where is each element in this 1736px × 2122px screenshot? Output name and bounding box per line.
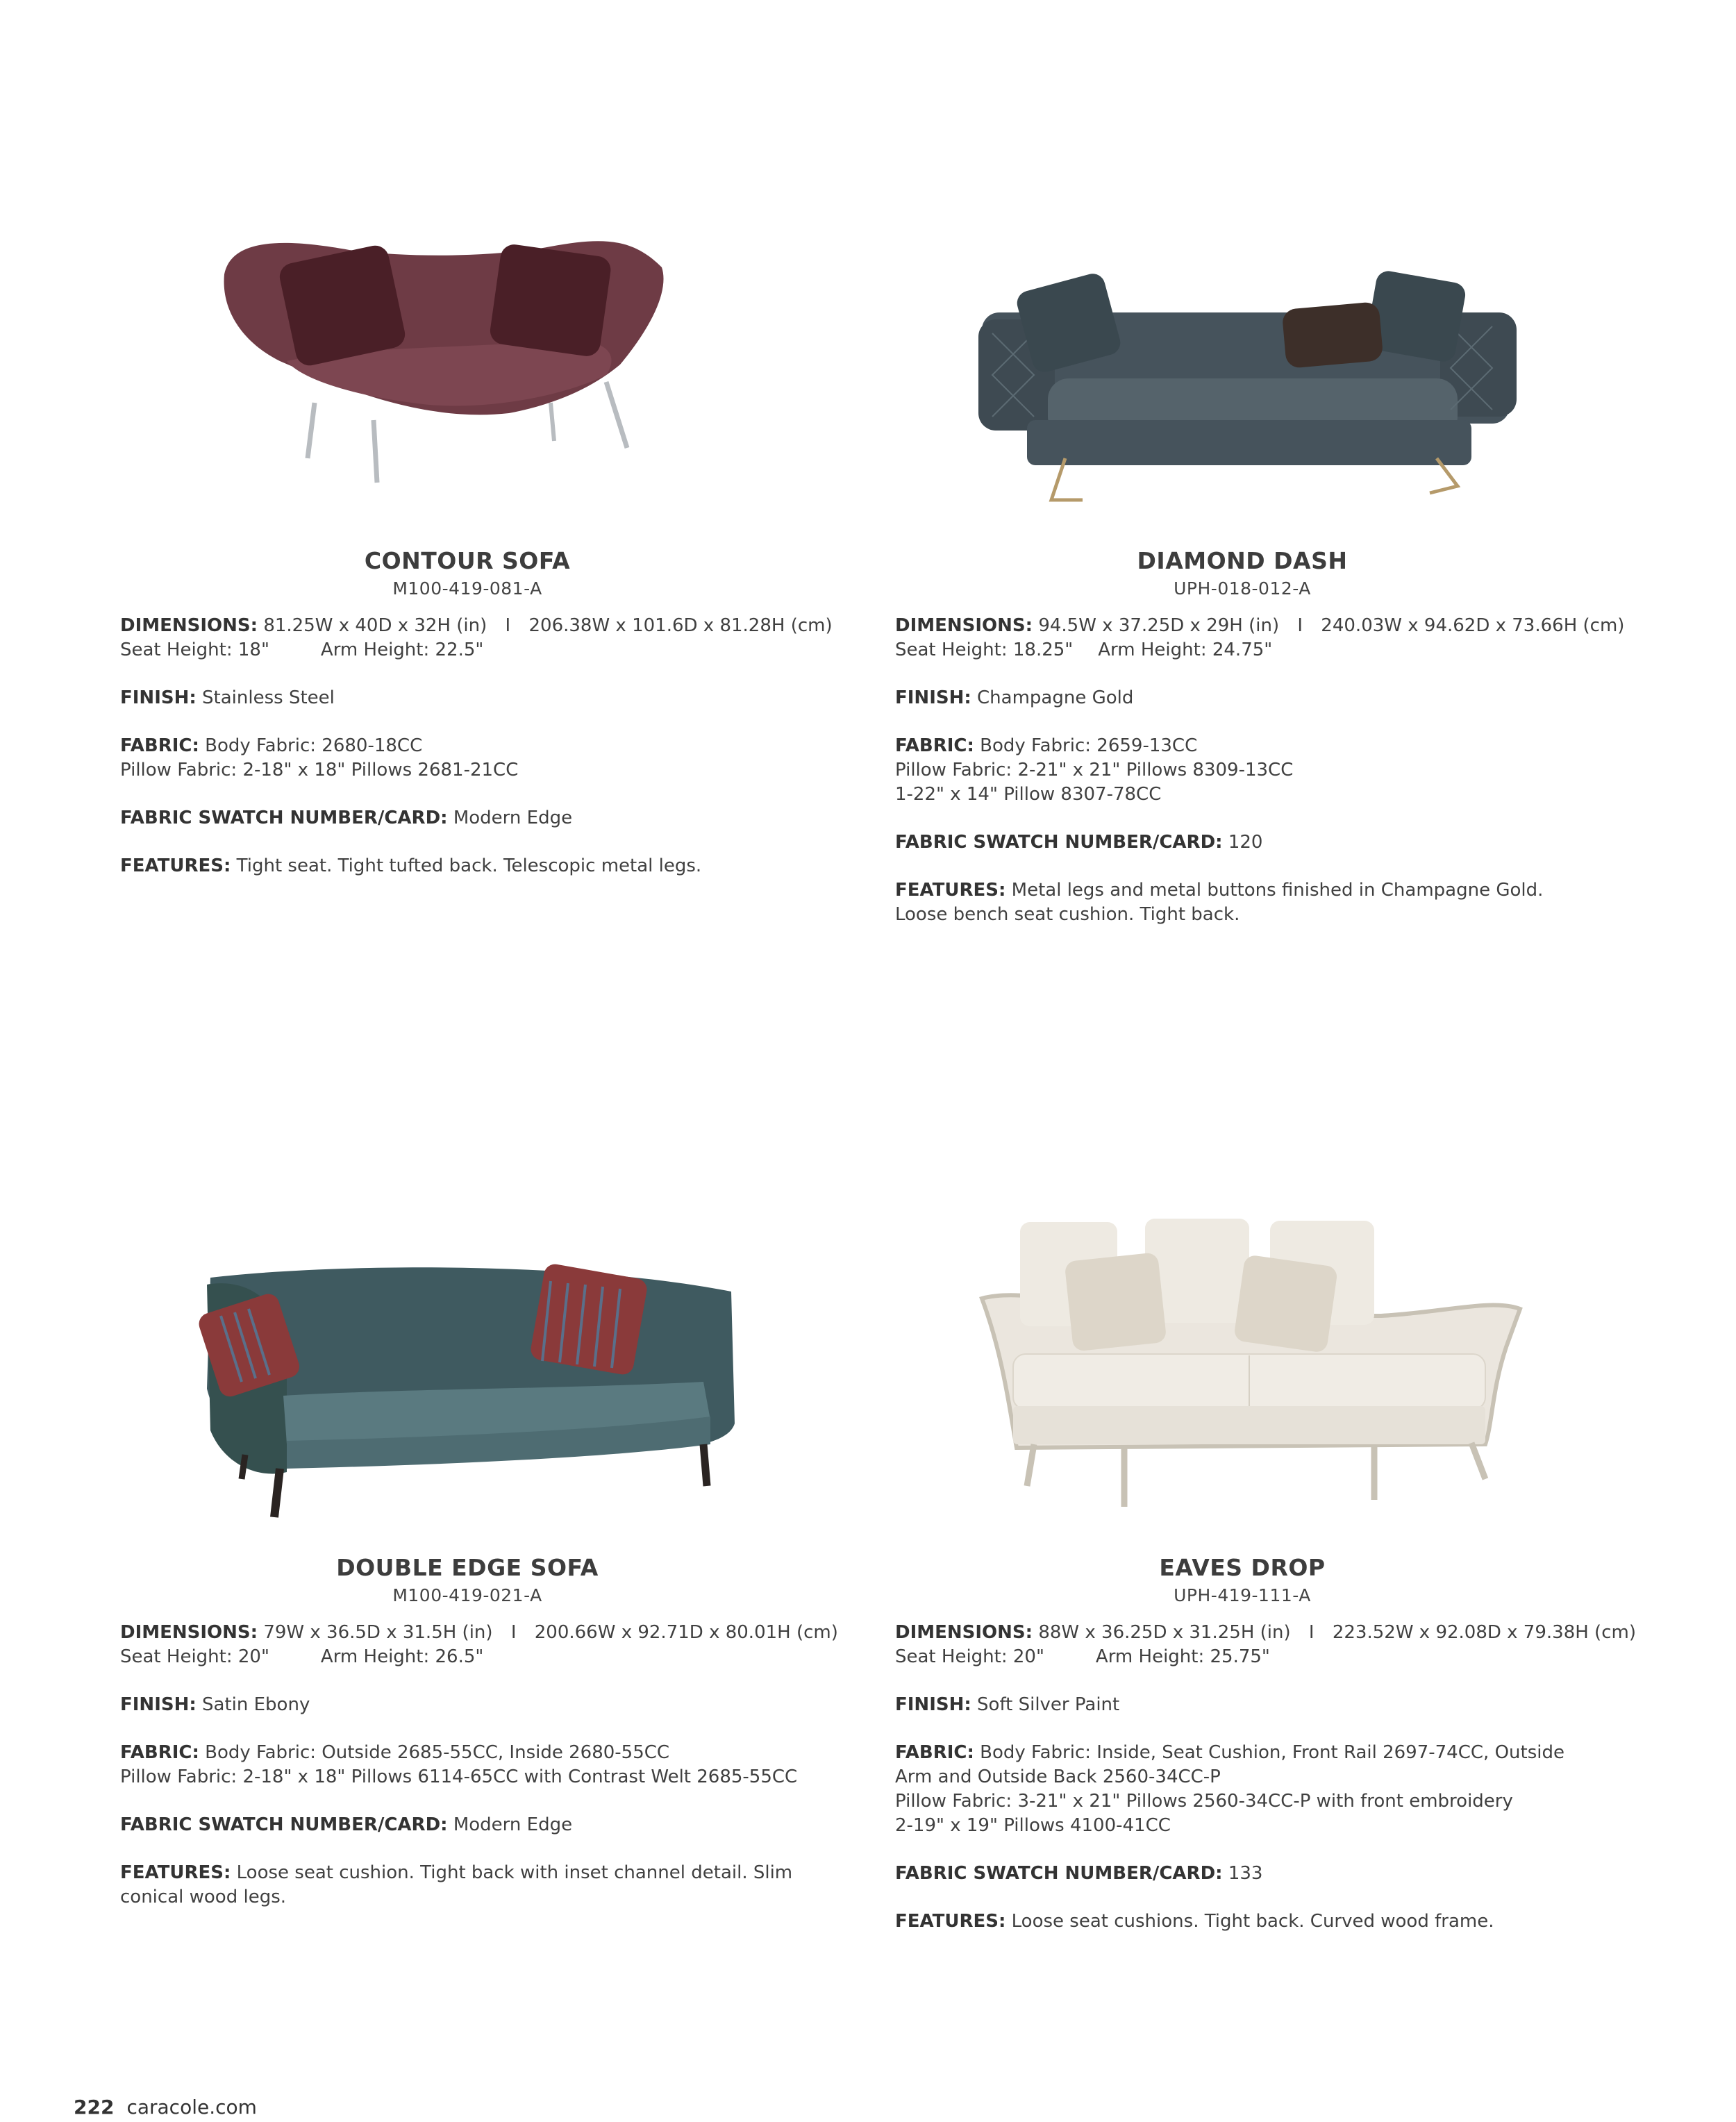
heights-row (120, 1645, 815, 1669)
swatch-row (120, 1813, 815, 1837)
product-sku: M100-419-021-A (392, 1585, 542, 1605)
dimensions-label: DIMENSIONS: (120, 615, 258, 636)
dimensions-in: 94.5W x 37.25D x 29H (in) (1038, 615, 1280, 636)
dimensions-in: 79W x 36.5D x 31.5H (in) (263, 1622, 493, 1643)
finish-row (895, 686, 1589, 710)
features-label: FEATURES: (895, 1911, 1006, 1932)
product-specs (120, 614, 833, 878)
seat-height: Seat Height: 18" (120, 640, 269, 660)
dimensions-row (895, 1621, 1636, 1645)
features-label: FEATURES: (895, 880, 1006, 901)
finish-row (120, 686, 815, 710)
dimensions-cm: 240.03W x 94.62D x 73.66H (cm) (1321, 615, 1625, 636)
sofa-image (120, 174, 815, 521)
dimensions-separator: I (1308, 1622, 1314, 1643)
swatch-label: FABRIC SWATCH NUMBER/CARD: (120, 1814, 448, 1835)
page-number: 222 (74, 2096, 115, 2119)
heights-row (895, 638, 1589, 662)
arm-height: Arm Height: 25.75" (1095, 1646, 1270, 1667)
features-block (895, 1910, 1589, 1934)
sofa-legs (1027, 1443, 1485, 1507)
features-line: conical wood legs. (120, 1887, 287, 1907)
sofa-leg (308, 403, 315, 458)
finish-value: Satin Ebony (202, 1694, 310, 1715)
fabric-line: Pillow Fabric: 2-21" x 21" Pillows 8309-13CC (895, 760, 1294, 780)
dimensions-separator: I (510, 1622, 517, 1643)
arm-height: Arm Height: 22.5" (320, 640, 484, 660)
product-specs (895, 1621, 1636, 1934)
sofa-leg (242, 1455, 245, 1479)
finish-label: FINISH: (120, 687, 197, 708)
pillow-front (1065, 1252, 1167, 1351)
heights-row (120, 638, 815, 662)
swatch-value: Modern Edge (453, 1814, 573, 1835)
fabric-label: FABRIC: (120, 1742, 199, 1763)
dimensions-in: 88W x 36.25D x 31.25H (in) (1038, 1622, 1291, 1643)
dimensions-row (120, 614, 833, 638)
finish-label: FINISH: (895, 1694, 971, 1715)
features-block (895, 878, 1589, 927)
fabric-line: Body Fabric: 2680-18CC (205, 735, 423, 756)
product-card (895, 1180, 1636, 1934)
fabric-block (895, 1741, 1589, 1838)
features-label: FEATURES: (120, 855, 231, 876)
fabric-label: FABRIC: (895, 1742, 974, 1763)
dimensions-label: DIMENSIONS: (120, 1622, 258, 1643)
arm-height: Arm Height: 24.75" (1098, 640, 1273, 660)
fabric-label: FABRIC: (895, 735, 974, 756)
fabric-line: Arm and Outside Back 2560-34CC-P (895, 1766, 1221, 1787)
features-line: Loose bench seat cushion. Tight back. (895, 904, 1240, 925)
fabric-line: Body Fabric: Outside 2685-55CC, Inside 2680-55CC (205, 1742, 670, 1763)
finish-value: Champagne Gold (977, 687, 1134, 708)
fabric-line: Body Fabric: Inside, Seat Cushion, Front Rail 2697-74CC, Outside (980, 1742, 1564, 1763)
fabric-line: Pillow Fabric: 3-21" x 21" Pillows 2560-34CC-P with front embroidery (895, 1791, 1513, 1812)
features-block (120, 854, 815, 878)
pillow-right (488, 243, 612, 358)
finish-label: FINISH: (120, 1694, 197, 1715)
product-name: CONTOUR SOFA (364, 547, 571, 574)
finish-row (120, 1693, 815, 1717)
fabric-line: Pillow Fabric: 2-18" x 18" Pillows 6114-65CC with Contrast Welt 2685-55CC (120, 1766, 798, 1787)
arm-height: Arm Height: 26.5" (320, 1646, 484, 1667)
product-card (895, 174, 1625, 927)
product-card (120, 174, 833, 878)
product-name: DIAMOND DASH (1137, 547, 1348, 574)
swatch-value: 120 (1228, 832, 1263, 853)
seat-height: Seat Height: 20" (895, 1646, 1044, 1667)
product-specs (895, 614, 1625, 927)
sofa-base (1027, 420, 1471, 465)
sofa-image (895, 174, 1589, 521)
sofa-image (895, 1180, 1589, 1528)
swatch-row (120, 806, 815, 830)
swatch-label: FABRIC SWATCH NUMBER/CARD: (120, 808, 448, 828)
product-name: EAVES DROP (1159, 1554, 1326, 1581)
product-photo (895, 174, 1589, 521)
features-line: Metal legs and metal buttons finished in Champagne Gold. (1011, 880, 1544, 901)
sofa-image (120, 1180, 815, 1528)
finish-value: Stainless Steel (202, 687, 335, 708)
sofa-leg (274, 1469, 280, 1517)
product-sku: M100-419-081-A (392, 578, 542, 599)
fabric-line: Body Fabric: 2659-13CC (980, 735, 1198, 756)
sofa-leg (551, 403, 554, 441)
features-line: Tight seat. Tight tufted back. Telescopic metal legs. (236, 855, 702, 876)
features-block (120, 1861, 815, 1910)
fabric-line: Pillow Fabric: 2-18" x 18" Pillows 2681-21CC (120, 760, 519, 780)
product-name: DOUBLE EDGE SOFA (336, 1554, 599, 1581)
site-url: caracole.com (126, 2096, 257, 2119)
product-photo (120, 1180, 815, 1528)
product-sku: UPH-419-111-A (1174, 1585, 1311, 1605)
swatch-value: Modern Edge (453, 808, 573, 828)
dimensions-row (895, 614, 1625, 638)
swatch-row (895, 830, 1589, 855)
features-label: FEATURES: (120, 1862, 231, 1883)
swatch-label: FABRIC SWATCH NUMBER/CARD: (895, 1863, 1223, 1884)
finish-row (895, 1693, 1589, 1717)
swatch-label: FABRIC SWATCH NUMBER/CARD: (895, 832, 1223, 853)
sofa-rail (1013, 1406, 1485, 1444)
dimensions-row (120, 1621, 838, 1645)
product-sku: UPH-018-012-A (1174, 578, 1311, 599)
pillow-center (1282, 301, 1384, 369)
fabric-line: 1-22" x 14" Pillow 8307-78CC (895, 784, 1162, 805)
heights-row (895, 1645, 1589, 1669)
product-specs (120, 1621, 838, 1910)
dimensions-cm: 200.66W x 92.71D x 80.01H (cm) (534, 1622, 838, 1643)
swatch-value: 133 (1228, 1863, 1263, 1884)
product-photo (120, 174, 815, 521)
dimensions-cm: 223.52W x 92.08D x 79.38H (cm) (1332, 1622, 1636, 1643)
dimensions-label: DIMENSIONS: (895, 615, 1033, 636)
product-card (120, 1180, 838, 1910)
features-line: Loose seat cushion. Tight back with inset channel detail. Slim (236, 1862, 793, 1883)
pillow-front (1233, 1254, 1338, 1353)
dimensions-label: DIMENSIONS: (895, 1622, 1033, 1643)
page-footer (74, 2096, 257, 2119)
sofa-leg (606, 382, 627, 448)
fabric-line: 2-19" x 19" Pillows 4100-41CC (895, 1815, 1171, 1836)
dimensions-in: 81.25W x 40D x 32H (in) (263, 615, 487, 636)
dimensions-separator: I (1297, 615, 1303, 636)
fabric-label: FABRIC: (120, 735, 199, 756)
sofa-leg (703, 1444, 707, 1486)
sofa-leg (374, 420, 377, 483)
fabric-block (120, 1741, 815, 1789)
dimensions-cm: 206.38W x 101.6D x 81.28H (cm) (528, 615, 833, 636)
seat-height: Seat Height: 18.25" (895, 640, 1074, 660)
features-line: Loose seat cushions. Tight back. Curved wood frame. (1011, 1911, 1494, 1932)
seat-height: Seat Height: 20" (120, 1646, 269, 1667)
product-photo (895, 1180, 1589, 1528)
finish-value: Soft Silver Paint (977, 1694, 1120, 1715)
fabric-block (895, 734, 1589, 807)
finish-label: FINISH: (895, 687, 971, 708)
fabric-block (120, 734, 815, 783)
dimensions-separator: I (505, 615, 511, 636)
swatch-row (895, 1862, 1589, 1886)
